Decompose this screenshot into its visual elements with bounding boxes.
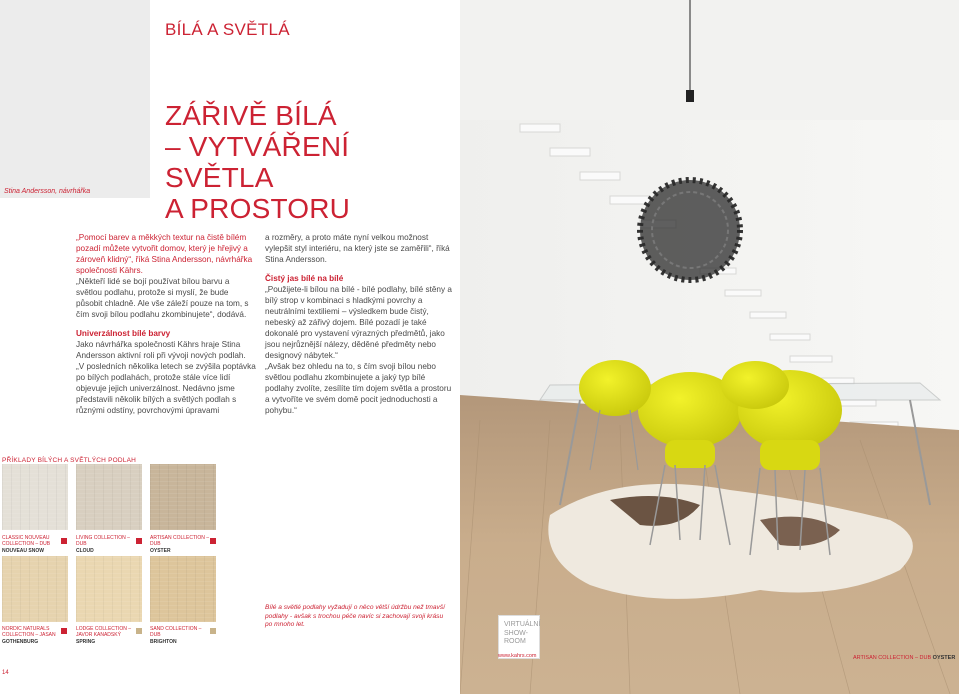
paragraph: „Avšak bez ohledu na to, s čím svoji bílou nebo světlou podlahu zkombinujete a jaký typ bílé podlahy zvolíte, zesílíte tím dojem světla a prostoru a vytvoříte ve svém domě pocit jednoduchosti a pohybu.“ <box>265 362 452 415</box>
sample-caption-3: ARTISAN COLLECTION – DUB OYSTER <box>150 535 210 554</box>
right-page <box>460 0 959 694</box>
product-label: ARTISAN COLLECTION – DUB OYSTER <box>853 655 956 661</box>
intro-quote: „Pomocí barev a měkkých textur na čistě bílém pozadí můžete vytvořit domov, který je hřejivý a zároveň klidný“, říká Stina Andersson, návrhářka společnosti Kährs. <box>76 233 253 275</box>
floor-sample-1 <box>2 464 68 530</box>
floor-sample-3 <box>150 464 216 530</box>
sample-swatch-1 <box>61 538 67 544</box>
headline-line-1: ZÁŘIVĚ BÍLÁ <box>165 100 337 131</box>
subheading: Čistý jas bílé na bílé <box>265 274 344 283</box>
portrait-photo <box>0 0 150 198</box>
floor-sample-2 <box>76 464 142 530</box>
sample-caption-5: LODGE COLLECTION – JAVOR KANADSKÝ SPRING <box>76 626 132 645</box>
paragraph: Jako návrhářka společnosti Kährs hraje Stina Andersson aktivní roli při vývoji nových podlah. „V posledních několika letech se zvýšila poptávka po bílých podlahách, protože stále více lidí objevuje jejich univerzálnost. Nedávno jsme představili několik bílých a světlých podlah s různými odstíny, povrchovými úpravami <box>76 340 256 415</box>
sample-swatch-3 <box>210 538 216 544</box>
samples-title: PŘÍKLADY BÍLÝCH A SVĚTLÝCH PODLAH <box>2 457 137 464</box>
sample-caption-6: SAND COLLECTION – DUB BRIGHTON <box>150 626 202 645</box>
sample-swatch-6 <box>210 628 216 634</box>
sample-caption-2: LIVING COLLECTION – DUB CLOUD <box>76 535 130 554</box>
photo-caption: Bílé a světlé podlahy vyžadují o něco větší údržbu než tmavší podlahy - avšak s trochou péče navíc si zachovají svoji krásu po mnoho let. <box>265 604 445 629</box>
subheading: Univerzálnost bílé barvy <box>76 329 171 338</box>
paragraph: a rozměry, a proto máte nyní velkou možnost vylepšit styl interiéru, na který jste se zaměřili“, říká Stina Andersson. <box>265 233 450 264</box>
portrait-caption: Stina Andersson, návrhářka <box>4 188 91 195</box>
headline-line-3: A PROSTORU <box>165 193 351 224</box>
section-label: BÍLÁ A SVĚTLÁ <box>165 20 290 39</box>
sample-swatch-2 <box>136 538 142 544</box>
floor-sample-5 <box>76 556 142 622</box>
interior-photo <box>460 0 959 694</box>
virtual-showroom-badge[interactable]: VIRTUÁLNÍ SHOW- ROOM <box>498 615 540 659</box>
floor-sample-6 <box>150 556 216 622</box>
floor-sample-4 <box>2 556 68 622</box>
paragraph: „Použijete-li bílou na bílé - bílé podlahy, bílé stěny a bílý strop v kombinaci s hladkými povrchy a neutrálními textiliemi – výsledkem bude čistý, nebeský až zářivý dojem. Bílé pozadí je také dokonalé pro vystavení výrazných předmětů, jako jsou nejrůznější nálezy, děděné předměty nebo designový nábytek.“ <box>265 285 452 360</box>
sample-swatch-4 <box>61 628 67 634</box>
headline-line-2: – VYTVÁŘENÍ SVĚTLA <box>165 131 350 193</box>
sample-swatch-5 <box>136 628 142 634</box>
sample-caption-1: CLASSIC NOUVEAU COLLECTION – DUB NOUVEAU SNOW <box>2 535 51 554</box>
text-column-2 <box>265 232 455 416</box>
paragraph: „Někteří lidé se bojí používat bílou barvu a světlou podlahu, protože si myslí, že bude působit chladně. Ale vše záleží pouze na tom, s čím svoji bílou podlahu zkombinujete“, dodává. <box>76 277 249 319</box>
sample-caption-4: NORDIC NATURALS COLLECTION – JASAN GOTHENBURG <box>2 626 56 645</box>
page-number: 14 <box>2 670 9 676</box>
page-title <box>165 100 460 224</box>
text-column-1 <box>76 232 256 416</box>
website-link[interactable]: www.kahrs.com <box>498 653 537 659</box>
